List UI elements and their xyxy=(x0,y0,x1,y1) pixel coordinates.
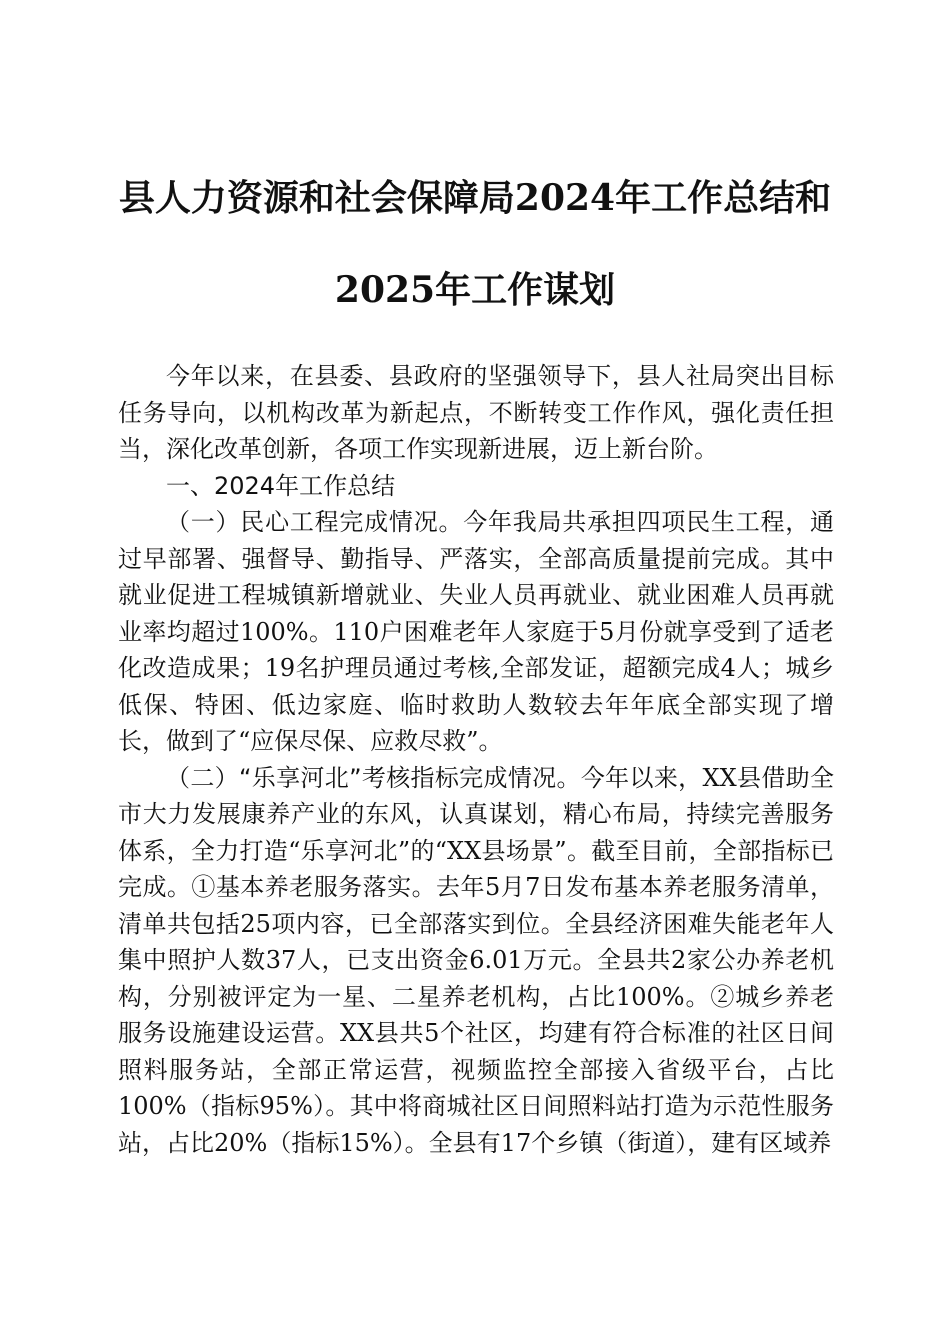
item2-text: 今年以来，XX县借助全市大力发展康养产业的东风，认真谋划，精心布局，持续完善服务体系，全力打造“乐享河北”的“XX县场景”。截至目前，全部指标已完成。①基本养老服务落实。去年5月7日发布基本养老服务清单，清单共包括25项内容，已全部落实到位。全县经济困难失能老年人集中照护人数37人，已支出资金6.01万元。全县共2家公办养老机构，分别被评定为一星、二星养老机构，占比100%。②城乡养老服务设施建设运营。XX县共5个社区，均建有符合标准的社区日间照料服务站，全部正常运营，视频监控全部接入省级平台，占比100%（指标95%）。其中将商城社区日间照料站打造为示范性服务站，占比20%（指标15%）。全县有17个乡镇（街道），建有区域养 xyxy=(118,763,834,1157)
document-title-line2: 2025年工作谋划 xyxy=(334,269,616,311)
document-body xyxy=(118,358,834,1161)
item1-lead: （一）民心工程完成情况。 xyxy=(166,508,464,536)
item2-paragraph xyxy=(118,760,834,1162)
section-heading: 一、2024年工作总结 xyxy=(166,471,396,500)
item2-lead: （二）“乐享河北”考核指标完成情况。 xyxy=(166,763,581,792)
item1-text: 今年我局共承担四项民生工程，通过早部署、强督导、勤指导、严落实，全部高质量提前完成。其中就业促进工程城镇新增就业、失业人员再就业、就业困难人员再就业率均超过100%。110户困难老年人家庭于5月份就享受到了适老化改造成果；19名护理员通过考核,全部发证，超额完成4人；城乡低保、特困、低边家庭、临时救助人数较去年年底全部实现了增长，做到了“应保尽保、应救尽救”。 xyxy=(118,508,835,755)
intro-paragraph: 今年以来，在县委、县政府的坚强领导下，县人社局突出目标任务导向，以机构改革为新起点，不断转变工作作风，强化责任担当，深化改革创新，各项工作实现新进展，迈上新台阶。 xyxy=(118,362,834,463)
item1-paragraph xyxy=(118,504,834,760)
document-title-line1: 县人力资源和社会保障局2024年工作总结和 xyxy=(118,177,832,219)
